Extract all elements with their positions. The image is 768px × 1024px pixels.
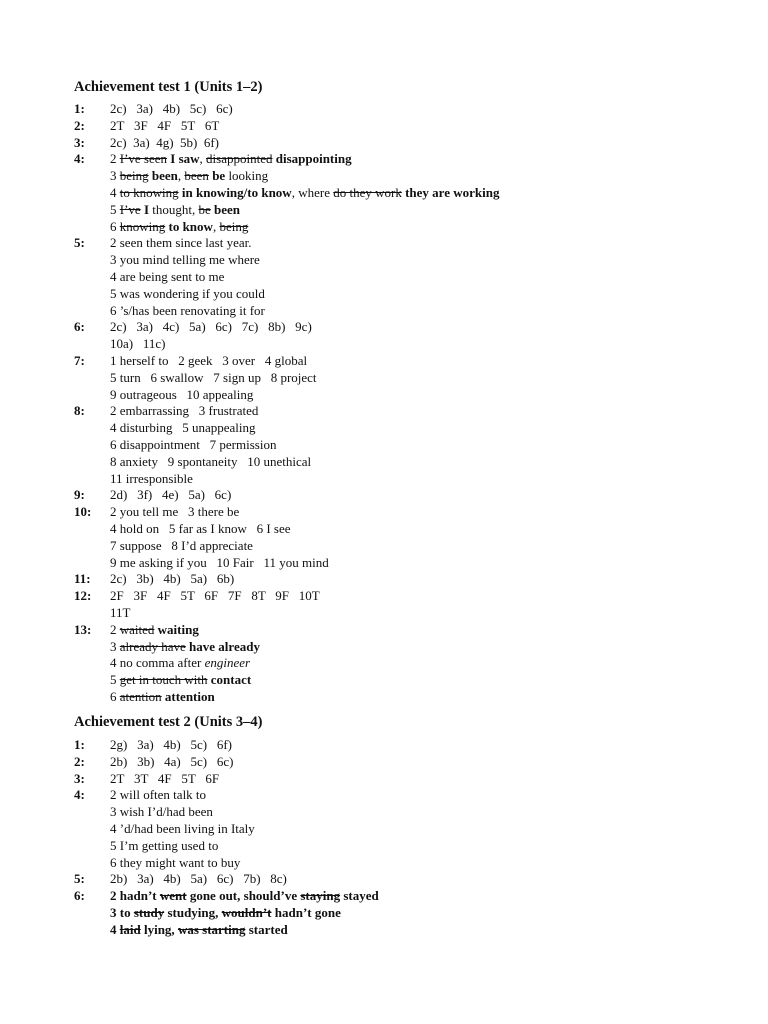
answer-text: 2 (110, 621, 120, 637)
struck-answer-text: being (219, 218, 249, 234)
answer-line (110, 639, 730, 656)
corrected-answer-text: waiting (157, 621, 199, 637)
corrected-answer-text: have already (189, 638, 260, 654)
struck-answer-text: went (159, 888, 187, 904)
question-number: 10: (74, 504, 92, 520)
corrected-answer-text: attention (164, 689, 215, 704)
struck-answer-text: wouldn’t (221, 905, 272, 920)
answer-text: engineer (204, 655, 251, 671)
answer-line (110, 487, 730, 504)
answer-text: 2c) 3a) 4b) 5c) 6c) (110, 101, 233, 116)
answer-line (110, 168, 730, 185)
answer-text: 2T 3T 4F 5T 6F (110, 770, 220, 786)
answer-text: 2T 3F 4F 5T 6T (110, 117, 220, 133)
answer-text: 9 me asking if you 10 Fair 11 you mind (110, 554, 329, 570)
answer-text: 4 are being sent to me (110, 269, 225, 284)
answer-text: 10a) 11c) (110, 336, 166, 352)
corrected-answer-text: in knowing/to know (181, 185, 292, 200)
struck-answer-text: being (119, 168, 149, 184)
question-number: 2: (74, 117, 85, 133)
answer-text: 6 they might want to buy (110, 854, 241, 870)
struck-answer-text: waited (119, 621, 155, 637)
answer-text: 4 no comma after (110, 655, 205, 671)
answer-line (110, 821, 730, 838)
answer-text: 7 suppose 8 I’d appreciate (110, 537, 253, 553)
struck-answer-text: atention (119, 689, 162, 704)
struck-answer-text: been (184, 168, 209, 184)
struck-answer-text: was starting (177, 921, 246, 937)
answer-line (110, 101, 730, 118)
answer-text: 6 (110, 218, 120, 234)
answer-text: 2c) 3b) 4b) 5a) 6b) (110, 571, 235, 587)
answer-text: 2c) 3a) 4g) 5b) 6f) (110, 134, 220, 150)
struck-answer-text: be (198, 201, 211, 217)
corrected-answer-text: started (245, 921, 288, 937)
answer-line (110, 888, 730, 905)
answer-text: 6 (110, 689, 120, 704)
answer-text: 5 turn 6 swallow 7 sign up 8 project (110, 369, 317, 385)
corrected-answer-text: I saw (170, 151, 200, 167)
corrected-answer-text: be (212, 168, 226, 184)
answer-line (110, 403, 730, 420)
answer-line (110, 689, 730, 706)
answer-line (110, 471, 730, 488)
answer-text: 11T (110, 605, 131, 620)
answer-text: 3 (110, 638, 120, 654)
question-number: 5: (74, 871, 85, 887)
answer-line (110, 655, 730, 672)
answer-text: 2 seen them since last year. (110, 235, 252, 251)
answer-line (110, 737, 730, 754)
struck-answer-text: get in touch with (119, 672, 208, 688)
answer-text: 3 you mind telling me where (110, 252, 260, 268)
answer-line (110, 353, 730, 370)
corrected-answer-text: been (214, 201, 241, 217)
struck-answer-text: do they work (333, 185, 402, 200)
answer-text: 2c) 3a) 4c) 5a) 6c) 7c) 8b) 9c) (110, 319, 312, 335)
answer-text: 5 I’m getting used to (110, 837, 219, 853)
question-number: 1: (74, 101, 85, 116)
corrected-answer-text: 2 hadn’t (110, 888, 160, 904)
struck-answer-text: staying (300, 888, 341, 904)
struck-answer-text: to knowing (119, 185, 179, 200)
answer-line (110, 855, 730, 872)
corrected-answer-text: contact (210, 672, 252, 688)
answer-text: 4 hold on 5 far as I know 6 I see (110, 521, 291, 536)
answer-line (110, 571, 730, 588)
corrected-answer-text: to know (168, 218, 213, 234)
question-number: 3: (74, 770, 85, 786)
answer-text: 11 irresponsible (110, 470, 193, 486)
answer-line (110, 387, 730, 404)
answer-text: 5 (110, 672, 120, 688)
answer-text: looking (225, 168, 269, 184)
answer-line (110, 588, 730, 605)
answer-line (110, 235, 730, 252)
corrected-answer-text: hadn’t gone (271, 905, 341, 920)
answer-text: , (199, 151, 207, 167)
answer-line (110, 922, 730, 939)
answer-text: 9 outrageous 10 appealing (110, 386, 254, 402)
answer-text: , where (291, 185, 334, 200)
answer-text: 2d) 3f) 4e) 5a) 6c) (110, 487, 232, 503)
struck-answer-text: disappointed (206, 151, 273, 167)
corrected-answer-text: they are working (405, 185, 500, 200)
answer-text: 6 ’s/has been renovating it for (110, 302, 265, 318)
answer-text: 2 you tell me 3 there be (110, 504, 240, 520)
answer-line (110, 838, 730, 855)
question-number: 4: (74, 787, 85, 803)
answer-text: 8 anxiety 9 spontaneity 10 unethical (110, 453, 312, 469)
answer-line (110, 871, 730, 888)
answer-line (110, 787, 730, 804)
answer-text: 5 was wondering if you could (110, 285, 265, 301)
struck-answer-text: already have (119, 638, 186, 654)
answer-line (110, 370, 730, 387)
answer-text: 3 wish I’d/had been (110, 804, 213, 820)
answer-line (110, 135, 730, 152)
answer-line (110, 454, 730, 471)
struck-answer-text: knowing (119, 218, 166, 234)
answer-line (110, 437, 730, 454)
answer-text: 2 (110, 151, 120, 167)
answer-text: 2g) 3a) 4b) 5c) 6f) (110, 737, 233, 752)
answer-line (110, 269, 730, 286)
answer-line (110, 771, 730, 788)
answer-text: 6 disappointment 7 permission (110, 437, 277, 452)
answer-text: , (177, 168, 185, 184)
corrected-answer-text: gone out, should’ve (186, 888, 301, 904)
corrected-answer-text: 4 (110, 921, 120, 937)
question-number: 6: (74, 319, 85, 335)
question-number: 11: (74, 571, 91, 587)
question-number: 12: (74, 588, 92, 604)
question-number: 8: (74, 403, 85, 419)
question-number: 13: (74, 621, 92, 637)
answer-line (110, 219, 730, 236)
answer-line (110, 622, 730, 639)
answer-line (110, 804, 730, 821)
answer-text: 5 (110, 201, 120, 217)
answer-line (110, 905, 730, 922)
answer-text: 2 embarrassing 3 frustrated (110, 403, 259, 419)
question-number: 1: (74, 737, 85, 752)
question-number: 4: (74, 151, 85, 167)
question-number: 9: (74, 487, 85, 503)
struck-answer-text: I’ve (119, 201, 141, 217)
answer-line (110, 185, 730, 202)
answer-line (110, 319, 730, 336)
answer-line (110, 538, 730, 555)
question-number: 2: (74, 753, 85, 769)
answer-text: 2 will often talk to (110, 787, 207, 803)
corrected-answer-text: I (143, 201, 149, 217)
answer-line (110, 672, 730, 689)
answer-line (110, 754, 730, 771)
answer-line (110, 605, 730, 622)
answer-text: 2b) 3b) 4a) 5c) 6c) (110, 753, 234, 769)
answer-text: , (212, 218, 220, 234)
answer-text: 4 disturbing 5 unappealing (110, 420, 256, 436)
answer-line (110, 286, 730, 303)
answer-line (110, 521, 730, 538)
answer-line (110, 336, 730, 353)
answer-line (110, 252, 730, 269)
corrected-answer-text: stayed (340, 888, 379, 904)
section-heading: Achievement test 1 (Units 1–2) (74, 79, 263, 95)
answer-line (110, 151, 730, 168)
question-number: 6: (74, 888, 85, 904)
struck-answer-text: I’ve seen (119, 151, 168, 167)
answer-text: 3 (110, 168, 120, 184)
answer-text: 4 (110, 185, 120, 200)
corrected-answer-text: disappointing (275, 151, 352, 167)
corrected-answer-text: lying, (140, 921, 178, 937)
answer-line (110, 202, 730, 219)
struck-answer-text: study (133, 905, 165, 920)
corrected-answer-text: studying, (164, 905, 222, 920)
section-heading: Achievement test 2 (Units 3–4) (74, 714, 263, 730)
corrected-answer-text: been (151, 168, 178, 184)
answer-text: 2F 3F 4F 5T 6F 7F 8T 9F 10T (110, 588, 320, 604)
question-number: 5: (74, 235, 85, 251)
struck-answer-text: laid (119, 921, 141, 937)
answer-line (110, 303, 730, 320)
answer-line (110, 118, 730, 135)
answer-text: 2b) 3a) 4b) 5a) 6c) 7b) 8c) (110, 871, 287, 887)
answer-text: thought, (149, 201, 199, 217)
answer-text: 4 ’d/had been living in Italy (110, 821, 255, 836)
question-number: 7: (74, 353, 85, 368)
answer-line (110, 504, 730, 521)
answer-line (110, 420, 730, 437)
corrected-answer-text: 3 to (110, 905, 134, 920)
question-number: 3: (74, 134, 85, 150)
answer-text: 1 herself to 2 geek 3 over 4 global (110, 353, 308, 368)
answer-line (110, 555, 730, 572)
